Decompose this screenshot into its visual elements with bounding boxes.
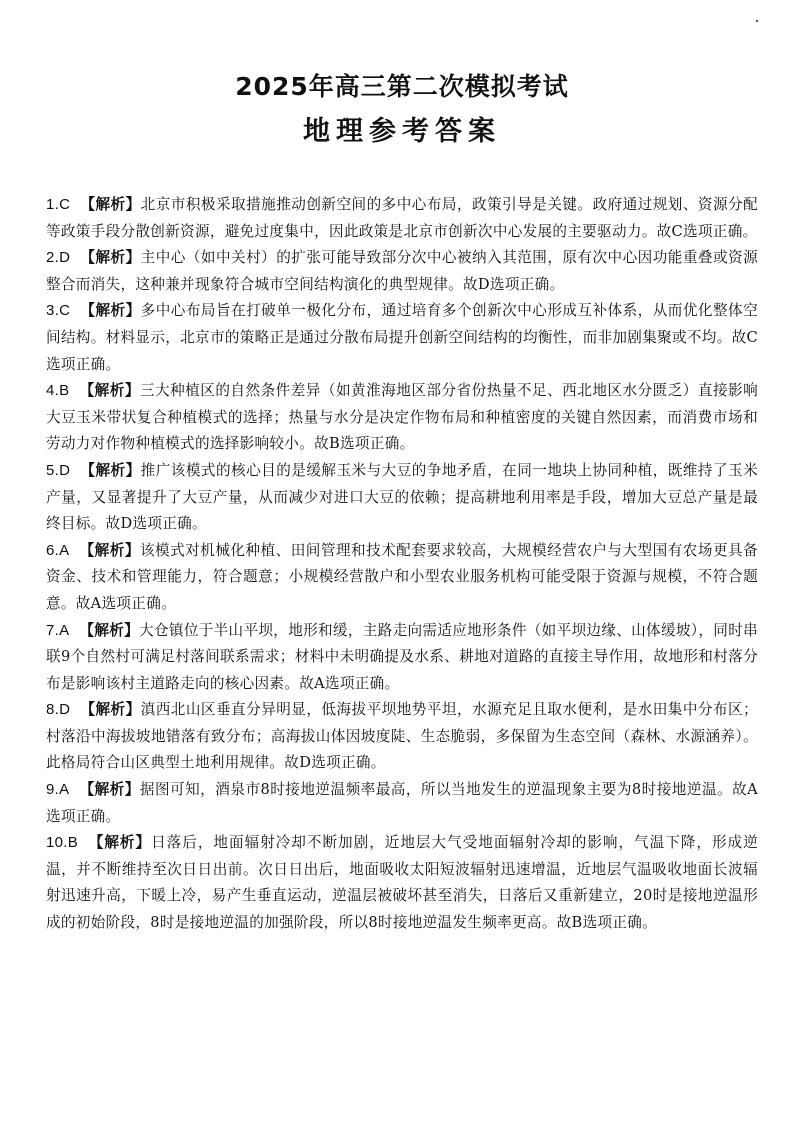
answer-item-8 — [46, 697, 758, 777]
answer-item-1 — [46, 192, 758, 245]
analysis-tag: 【解析】 — [80, 701, 141, 719]
answer-text: 滇西北山区垂直分异明显，低海拔平坝地势平坦，水源充足且取水便利，是水田集中分布区；村落沿中海拔坡地错落有致分布；高海拔山体因坡度陡、生态脆弱，多保留为生态空间（森林、水源涵养）。此格局符合山区典型土地利用规律。故D选项正确。 — [46, 701, 758, 772]
answer-text: 主中心（如中关村）的扩张可能导致部分次中心被纳入其范围，原有次中心因功能重叠或资源整合而消失，这种兼并现象符合城市空间结构演化的典型规律。故D选项正确。 — [46, 249, 758, 293]
analysis-tag: 【解析】 — [80, 196, 141, 213]
answer-item-7 — [46, 618, 758, 698]
corner-dot-icon — [754, 18, 760, 24]
answer-number: 4.B — [46, 382, 70, 400]
answer-item-6 — [46, 538, 758, 618]
answer-text: 多中心布局旨在打破单一极化分布，通过培育多个创新次中心形成互补体系，从而优化整体空间结构。材料显示，北京市的策略正是通过分散布局提升创新空间结构的均衡性，而非加剧集聚或不均。故C选项正确。 — [46, 302, 758, 373]
answer-number: 1.C — [46, 196, 71, 213]
answer-item-9 — [46, 777, 758, 830]
answer-item-5 — [46, 458, 758, 538]
answer-number: 7.A — [46, 621, 70, 639]
analysis-tag: 【解析】 — [80, 461, 141, 479]
answer-number: 9.A — [46, 781, 70, 799]
answer-text: 三大种植区的自然条件差异（如黄淮海地区部分省份热量不足、西北地区水分匮乏）直接影响大豆玉米带状复合种植模式的选择；热量与水分是决定作物布局和种植密度的关键自然因素，而消费市场和劳动力对作物种植模式的选择影响较小。故B选项正确。 — [46, 382, 759, 453]
analysis-tag: 【解析】 — [80, 249, 141, 267]
analysis-tag: 【解析】 — [79, 621, 140, 639]
answer-text: 据图可知，酒泉市8时接地逆温频率最高，所以当地发生的逆温现象主要为8时接地逆温。故A选项正确。 — [46, 781, 759, 825]
answer-key-title: 地理参考答案 — [303, 116, 501, 147]
answer-item-4 — [46, 378, 758, 458]
analysis-tag: 【解析】 — [79, 541, 140, 559]
answer-item-2 — [46, 245, 758, 298]
answer-number: 10.B — [46, 834, 79, 852]
analysis-tag: 【解析】 — [88, 834, 152, 852]
answer-text: 该模式对机械化种植、田间管理和技术配套要求较高，大规模经营农户与大型国有农场更具备资金、技术和管理能力，符合题意；小规模经营散户和小型农业服务机构可能受限于资源与规模，不符合题意。故A选项正确。 — [46, 541, 759, 612]
analysis-tag: 【解析】 — [80, 302, 141, 320]
answer-number: 5.D — [46, 461, 71, 479]
answer-text: 推广该模式的核心目的是缓解玉米与大豆的争地矛盾，在同一地块上协同种植，既维持了玉米产量，又显著提升了大豆产量，从而减少对进口大豆的依赖；提高耕地利用率是手段，增加大豆总产量是最终目标。故D选项正确。 — [46, 461, 758, 533]
answer-number: 8.D — [46, 701, 71, 719]
answer-item-10 — [46, 830, 758, 936]
answer-list — [46, 192, 758, 937]
analysis-tag: 【解析】 — [79, 382, 140, 400]
answer-number: 6.A — [46, 541, 70, 559]
answer-item-3 — [46, 298, 758, 378]
answer-text: 北京市积极采取措施推动创新空间的多中心布局，政策引导是关键。政府通过规划、资源分配等政策手段分散创新资源，避免过度集中，因此政策是北京市创新次中心发展的主要驱动力。故C选项正确。 — [46, 196, 758, 240]
answer-number: 3.C — [46, 302, 71, 320]
answer-number: 2.D — [46, 249, 71, 267]
exam-title: 2025年高三第二次模拟考试 — [235, 72, 569, 101]
answer-text: 日落后，地面辐射冷却不断加剧，近地层大气受地面辐射冷却的影响，气温下降，形成逆温，并不断维持至次日日出前。次日日出后，地面吸收太阳短波辐射迅速增温，近地层气温吸收地面长波辐射迅速升高，下暖上冷，易产生垂直运动，逆温层被破坏甚至消失，日落后又重新建立，20时是接地逆温形成的初始阶段，8时是接地逆温的加强阶段，所以8时接地逆温发生频率更高。故B选项正确。 — [46, 834, 759, 932]
answer-text: 大仓镇位于半山平坝，地形和缓，主路走向需适应地形条件（如平坝边缘、山体缓坡），同时串联9个自然村可满足村落间联系需求；材料中未明确提及水系、耕地对道路的直接主导作用，故地形和村落分布是影响该村主道路走向的核心因素。故A选项正确。 — [46, 621, 759, 692]
analysis-tag: 【解析】 — [79, 781, 140, 799]
